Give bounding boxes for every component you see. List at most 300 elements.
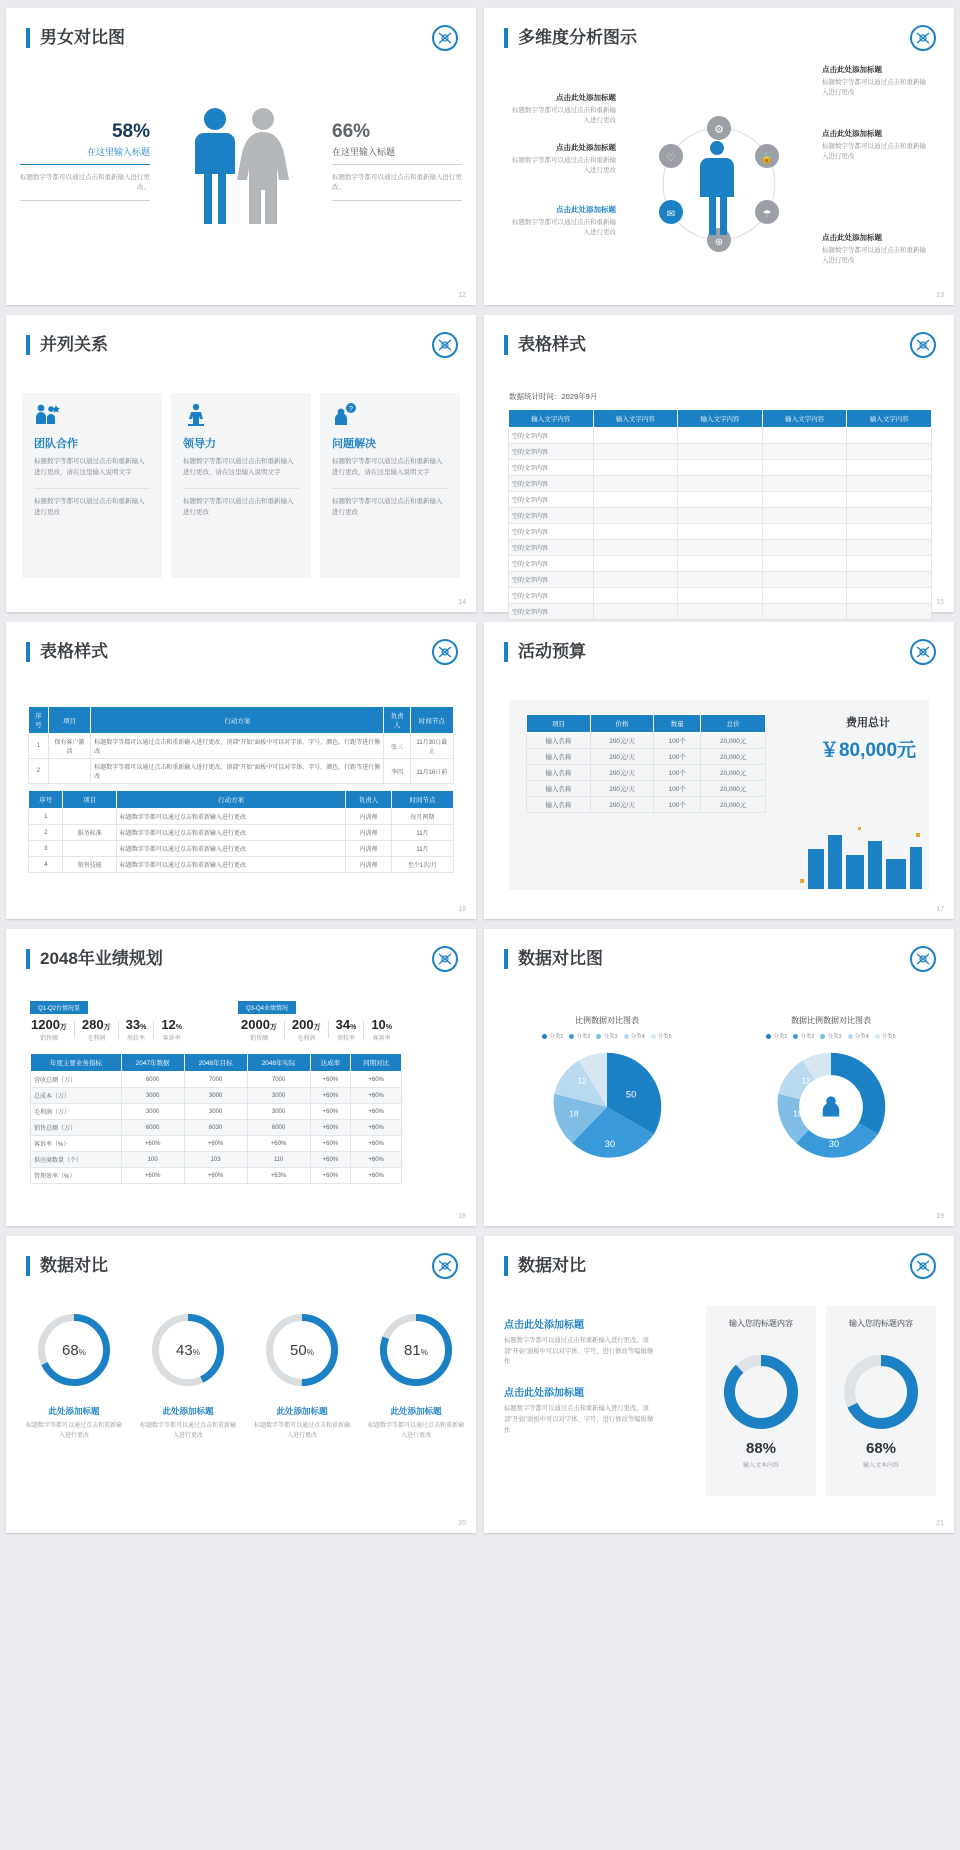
table-cell: 每月两期 (391, 809, 453, 825)
table-cell: 输入名称 (527, 733, 591, 749)
kpi-label: 毛利润 (87, 1036, 106, 1042)
page-title: 表格样式 (504, 335, 586, 355)
table-row[interactable] (509, 508, 932, 524)
kpi-value: 33% (125, 1017, 147, 1032)
male-block (20, 121, 150, 207)
progress-ring (724, 1355, 798, 1429)
ring-row (24, 1314, 466, 1441)
table-cell: 6030 (184, 1120, 247, 1136)
table-header: 数量 (654, 715, 701, 733)
legend-item: 分类2 (569, 1032, 590, 1040)
female-desc: 标题数字等都可以通过点击和重新输入进行更改。 (332, 174, 462, 192)
table-row[interactable] (31, 1104, 402, 1120)
ring-item[interactable] (138, 1314, 238, 1441)
table-cell: 2 (29, 825, 63, 841)
diagram-label-3: 点击此处添加标题 标题数字等都可以通过点击和重新输入进行更改 (512, 205, 616, 236)
pie-chart (548, 1048, 666, 1166)
speaker-icon (183, 403, 209, 432)
table-row[interactable] (527, 733, 766, 749)
kpi-label: 客诉率 (372, 1036, 391, 1042)
table-cell (593, 588, 678, 604)
svg-text:?: ? (349, 406, 353, 413)
data-table[interactable] (508, 409, 932, 620)
table-cell: 标题数字等都可以通过点击和重新输入进行更改，顶部“开始”面板中可以对字体、字号、颜色、行距等进行修改 (91, 734, 384, 759)
table-cell: 空的文字内容 (509, 508, 594, 524)
progress-ring (152, 1314, 224, 1386)
table-cell: +60% (310, 1104, 351, 1120)
table-row[interactable] (527, 797, 766, 813)
text-blocks (504, 1316, 654, 1452)
table-header: 行动方案 (91, 707, 384, 734)
svg-text:81%: 81% (403, 1342, 429, 1359)
legend-item: 分类5 (651, 1032, 672, 1040)
table-cell: 空的文字内容 (509, 492, 594, 508)
table-row[interactable] (509, 428, 932, 444)
table-cell (593, 444, 678, 460)
table-header: 同期对比 (351, 1054, 402, 1072)
page-title: 多维度分析图示 (504, 28, 637, 48)
kpi-label: 周转率 (336, 1036, 355, 1042)
table-cell: 输入名称 (527, 781, 591, 797)
svg-text:50: 50 (849, 1088, 861, 1100)
card-team[interactable] (22, 393, 162, 578)
progress-ring (844, 1355, 918, 1429)
ring-title: 此处添加标题 (48, 1406, 100, 1416)
table-header: 时间节点 (410, 707, 453, 734)
table-cell (593, 540, 678, 556)
table-cell: 空的文字内容 (509, 428, 594, 444)
legend-item: 分类5 (875, 1032, 896, 1040)
male-percent: 58% (111, 121, 150, 142)
svg-text:🔒: 🔒 (760, 153, 774, 164)
table-row[interactable] (509, 444, 932, 460)
slide-15[interactable] (484, 315, 954, 616)
panel-caption: 输入文本内容 (742, 1463, 779, 1469)
table-cell: +63% (247, 1168, 310, 1184)
table-cell: 103 (184, 1152, 247, 1168)
table-cell: 内训师 (346, 841, 392, 857)
table-header: 输入文字内容 (847, 410, 932, 428)
kpi-value: 1200万 (31, 1017, 67, 1032)
kpi-item (234, 1017, 284, 1042)
table-cell: 管理效率（%） (31, 1168, 122, 1184)
table-header: 行动方案 (116, 791, 345, 809)
table-cell (762, 444, 847, 460)
slide-18[interactable] (6, 929, 476, 1226)
table-cell: 总成本（万） (31, 1088, 122, 1104)
kpi-value: 12% (161, 1017, 183, 1032)
svg-text:50: 50 (625, 1088, 637, 1100)
diagram-label-5: 点击此处添加标题 标题数字等都可以通过点击和重新输入进行更改 (822, 129, 926, 160)
kpi-label: 周转率 (126, 1036, 145, 1042)
table-cell (762, 588, 847, 604)
table-cell (762, 572, 847, 588)
table-row[interactable] (509, 540, 932, 556)
ring-title: 此处添加标题 (390, 1406, 442, 1416)
table-cell (762, 476, 847, 492)
divider (20, 164, 150, 165)
table-row[interactable] (509, 604, 932, 620)
table-cell: 空的文字内容 (509, 524, 594, 540)
kpi-row-right (234, 1017, 399, 1042)
slide-21[interactable] (484, 1236, 954, 1533)
table-cell: 标题数字等都可以通过点击和重新输入进行更改，顶部“开始”面板中可以对字体、字号、颜色、行距等进行修改 (91, 759, 384, 784)
table-cell: +60% (351, 1072, 402, 1088)
table-cell (678, 460, 763, 476)
stat-panel[interactable] (826, 1306, 936, 1496)
kpi-value: 34% (335, 1017, 357, 1032)
slide-19[interactable] (484, 929, 954, 1226)
table-header: 总价 (701, 715, 766, 733)
ring-desc: 标题数字等都可以通过点击和重新输入进行更改 (253, 1423, 350, 1439)
table-row[interactable] (29, 759, 454, 784)
table-cell: 空的文字内容 (509, 588, 594, 604)
page-number: 16 (458, 906, 466, 913)
card-body: 标题数字等都可以通过点击和重新输入进行更改，请在这里输入说明文字 (332, 458, 443, 476)
table-header: 项目 (527, 715, 591, 733)
table-cell: 7000 (247, 1072, 310, 1088)
table-cell: 供应商数量（个） (31, 1152, 122, 1168)
table-header: 时间节点 (391, 791, 453, 809)
card-problem-solving[interactable] (320, 393, 460, 578)
table-cell: 200元/天 (590, 733, 653, 749)
action-plan-table-1[interactable] (28, 706, 454, 784)
table-header: 2047年数据 (121, 1054, 184, 1072)
slide-13[interactable] (484, 8, 954, 305)
company-logo-icon (910, 1253, 936, 1279)
card-leadership[interactable] (171, 393, 311, 578)
panel-header: 输入您的标题内容 (849, 1319, 913, 1328)
table-cell (847, 444, 932, 460)
table-cell: +60% (184, 1168, 247, 1184)
slide-14[interactable] (6, 315, 476, 612)
table-header: 输入文字内容 (509, 410, 594, 428)
table-row[interactable] (29, 809, 454, 825)
budget-table[interactable] (526, 714, 766, 813)
company-logo-icon (432, 25, 458, 51)
page-title: 数据对比 (504, 1256, 586, 1276)
legend-item: 分类1 (766, 1032, 787, 1040)
panel-row (706, 1306, 936, 1496)
ring-item[interactable] (252, 1314, 352, 1441)
svg-text:⊕: ⊕ (714, 237, 724, 248)
table-cell: 20,000元 (701, 733, 766, 749)
table-cell (847, 492, 932, 508)
table-cell (847, 476, 932, 492)
table-cell: 1 (29, 734, 49, 759)
kpi-row-left (24, 1017, 189, 1042)
table-row[interactable] (29, 825, 454, 841)
card-footer: 标题数字等都可以通过点击和重新输入进行更改 (34, 498, 145, 517)
slide-12[interactable] (6, 8, 476, 305)
kpi-value: 2000万 (241, 1017, 277, 1032)
table-cell: 200元/天 (590, 749, 653, 765)
table-cell (678, 444, 763, 460)
kpi-value: 10% (371, 1017, 393, 1032)
table-cell: +60% (184, 1136, 247, 1152)
table-cell: 4 (29, 857, 63, 873)
table-cell (762, 524, 847, 540)
table-cell: 20,000元 (701, 749, 766, 765)
table-row[interactable] (509, 524, 932, 540)
table-row[interactable] (509, 476, 932, 492)
table-cell: 11月30日截止 (410, 734, 453, 759)
table-cell: 7000 (184, 1072, 247, 1088)
table-cell: 6000 (121, 1120, 184, 1136)
table-cell (678, 428, 763, 444)
divider (332, 200, 462, 201)
table-cell: 内训师 (346, 825, 392, 841)
table-cell (678, 604, 763, 620)
kpi-item (154, 1017, 189, 1042)
diagram-label-4: 点击此处添加标题 标题数字等都可以通过点击和重新输入进行更改 (822, 65, 926, 96)
table-cell: 标题数字等都可以通过点击和重新输入进行更改 (116, 825, 345, 841)
table-row[interactable] (509, 460, 932, 476)
table-cell: 销售技能 (63, 857, 116, 873)
svg-text:12: 12 (577, 1076, 587, 1086)
male-desc: 标题数字等都可以通过点击和重新输入进行更改。 (20, 174, 150, 192)
svg-text:♡: ♡ (666, 153, 676, 164)
panel-value: 88% (745, 1440, 777, 1457)
svg-text:68%: 68% (61, 1342, 87, 1359)
table-cell (593, 556, 678, 572)
table-cell: +60% (121, 1136, 184, 1152)
table-header: 序号 (29, 707, 49, 734)
table-cell: 内训师 (346, 809, 392, 825)
card-title: 领导力 (183, 438, 216, 450)
table-row[interactable] (31, 1152, 402, 1168)
question-person-icon (332, 403, 358, 432)
block-heading: 点击此处添加标题 (504, 1388, 584, 1400)
action-plan-table-2[interactable] (28, 790, 454, 873)
table-cell: 空的文字内容 (509, 556, 594, 572)
table-cell: +60% (310, 1088, 351, 1104)
table-cell: +60% (247, 1136, 310, 1152)
svg-text:30: 30 (604, 1138, 616, 1150)
svg-text:18: 18 (569, 1109, 579, 1119)
table-row[interactable] (31, 1088, 402, 1104)
page-number: 13 (936, 292, 944, 299)
kpi-tag-left: Q1-Q2台情况显 (30, 1001, 88, 1014)
table-cell: +60% (351, 1136, 402, 1152)
table-cell (762, 540, 847, 556)
table-header: 输入文字内容 (678, 410, 763, 428)
table-cell (678, 588, 763, 604)
table-cell: +60% (310, 1152, 351, 1168)
kpi-label: 销售额 (249, 1036, 268, 1042)
table-header: 2048年实际 (247, 1054, 310, 1072)
kpi-item (119, 1017, 154, 1042)
table-cell (593, 572, 678, 588)
table-cell: 保有客户激活 (48, 734, 90, 759)
table-header: 价格 (590, 715, 653, 733)
table-row[interactable] (527, 765, 766, 781)
table-cell: 标题数字等都可以通过点击和重新输入进行更改 (116, 841, 345, 857)
table-cell: 2 (29, 759, 49, 784)
ring-desc: 标题数字等都可以通过点击和重新输入进行更改 (367, 1423, 464, 1439)
table-cell: 毛利润（万） (31, 1104, 122, 1120)
company-logo-icon (910, 946, 936, 972)
page-title: 数据对比图 (504, 949, 603, 969)
kpi-value: 200万 (291, 1017, 321, 1032)
ring-item[interactable] (24, 1314, 124, 1441)
table-cell (593, 508, 678, 524)
table-header: 年度主要业务指标 (31, 1054, 122, 1072)
table-cell: +60% (351, 1168, 402, 1184)
table-cell: 100个 (654, 797, 701, 813)
ring-item[interactable] (366, 1314, 466, 1441)
table-cell: 营收总额（万） (31, 1072, 122, 1088)
table-cell (593, 492, 678, 508)
table-row[interactable] (31, 1072, 402, 1088)
table-header: 输入文字内容 (762, 410, 847, 428)
diagram-label-1: 点击此处添加标题 标题数字等都可以通过点击和重新输入进行更改 (512, 93, 616, 124)
table-cell: 李四 (384, 759, 410, 784)
company-logo-icon (910, 25, 936, 51)
table-cell: 空的文字内容 (509, 460, 594, 476)
progress-ring (266, 1314, 338, 1386)
table-cell: 3000 (121, 1088, 184, 1104)
table-header: 负责人 (384, 707, 410, 734)
city-skyline-icon (798, 819, 928, 889)
table-cell (847, 588, 932, 604)
table-row[interactable] (527, 749, 766, 765)
female-subtitle: 在这里输入标题 (332, 147, 396, 157)
chart-legend (726, 1032, 936, 1040)
kpi-item (329, 1017, 364, 1042)
kpi-item (24, 1017, 74, 1042)
table-cell: 3 (29, 841, 63, 857)
kpi-label: 毛利润 (297, 1036, 316, 1042)
annual-metrics-table[interactable] (30, 1053, 402, 1184)
legend-item: 分类4 (848, 1032, 869, 1040)
table-cell (847, 572, 932, 588)
table-row[interactable] (509, 492, 932, 508)
table-row[interactable] (509, 556, 932, 572)
card-title: 问题解决 (332, 438, 376, 450)
table-header: 达成率 (310, 1054, 351, 1072)
table-cell: +60% (310, 1168, 351, 1184)
page-number: 20 (458, 1520, 466, 1527)
table-row[interactable] (527, 781, 766, 797)
table-row[interactable] (509, 588, 932, 604)
gender-comparison (6, 93, 476, 253)
table-cell: +60% (351, 1104, 402, 1120)
table-cell: 内训师 (346, 857, 392, 873)
female-block (332, 121, 462, 207)
table-row[interactable] (29, 857, 454, 873)
divider (183, 488, 299, 489)
page-number: 15 (936, 599, 944, 606)
budget-total-value: ￥80,000元 (819, 740, 917, 761)
table-cell (847, 428, 932, 444)
table-cell: 3000 (247, 1088, 310, 1104)
company-logo-icon (432, 639, 458, 665)
table-cell (762, 428, 847, 444)
table-cell: 100 (121, 1152, 184, 1168)
table-header: 2048年目标 (184, 1054, 247, 1072)
gender-figures (181, 103, 301, 238)
table-cell (847, 556, 932, 572)
table-cell (847, 508, 932, 524)
table-row[interactable] (509, 572, 932, 588)
table-cell (762, 460, 847, 476)
table-cell (762, 604, 847, 620)
slide-20[interactable] (6, 1236, 476, 1533)
page-title: 2048年业绩规划 (26, 949, 163, 969)
table-cell: 3000 (184, 1104, 247, 1120)
table-row[interactable] (31, 1120, 402, 1136)
divider (332, 164, 462, 165)
table-cell (678, 572, 763, 588)
table-cell: +60% (351, 1152, 402, 1168)
divider (34, 488, 150, 489)
company-logo-icon (432, 1253, 458, 1279)
table-cell: 11月16日前 (410, 759, 453, 784)
panel-header: 输入您的标题内容 (729, 1319, 793, 1328)
table-row[interactable] (29, 734, 454, 759)
page-number: 19 (936, 1213, 944, 1220)
chart-title: 数据比例数据对比图表 (791, 1016, 871, 1025)
male-figure-icon (195, 108, 235, 224)
table-cell: 空的文字内容 (509, 540, 594, 556)
table-cell: 100个 (654, 733, 701, 749)
card-title: 团队合作 (34, 438, 78, 450)
ring-desc: 标题数字等都可以通过点击和重新输入进行更改 (25, 1423, 122, 1439)
slide-17[interactable] (484, 622, 954, 919)
kpi-tag-right: Q3-Q4业绩情况 (238, 1001, 296, 1014)
table-cell (63, 809, 116, 825)
stat-panel[interactable] (706, 1306, 816, 1496)
table-cell: 200元/天 (590, 765, 653, 781)
page-title: 并列关系 (26, 335, 108, 355)
table-cell: 11月 (391, 825, 453, 841)
budget-total-label: 费用总计 (846, 717, 890, 729)
svg-text:30: 30 (828, 1138, 840, 1150)
table-cell (63, 841, 116, 857)
table-cell (762, 556, 847, 572)
page-title: 数据对比 (26, 1256, 108, 1276)
table-cell: 3000 (121, 1104, 184, 1120)
female-percent: 66% (332, 121, 371, 142)
table-cell (593, 524, 678, 540)
table-cell: 空的文字内容 (509, 444, 594, 460)
slide-16[interactable] (6, 622, 476, 919)
table-cell: +60% (351, 1120, 402, 1136)
table-cell: 1 (29, 809, 63, 825)
legend-item: 分类3 (820, 1032, 841, 1040)
company-logo-icon (432, 946, 458, 972)
table-cell (593, 604, 678, 620)
table-cell (678, 540, 763, 556)
table-row[interactable] (31, 1136, 402, 1152)
divider (332, 488, 448, 489)
table-header: 项目 (48, 707, 90, 734)
legend-item: 分类2 (793, 1032, 814, 1040)
table-row[interactable] (29, 841, 454, 857)
table-row[interactable] (31, 1168, 402, 1184)
table-cell: 200元/天 (590, 797, 653, 813)
table-cell: 输入名称 (527, 749, 591, 765)
table-cell (847, 524, 932, 540)
legend-item: 分类3 (596, 1032, 617, 1040)
card-body: 标题数字等都可以通过点击和重新输入进行更改，请在这里输入说明文字 (183, 458, 294, 476)
legend-item: 分类4 (624, 1032, 645, 1040)
table-cell: +60% (121, 1168, 184, 1184)
svg-text:18: 18 (793, 1109, 803, 1119)
page-title: 活动预算 (504, 642, 586, 662)
table-cell: 空的文字内容 (509, 572, 594, 588)
